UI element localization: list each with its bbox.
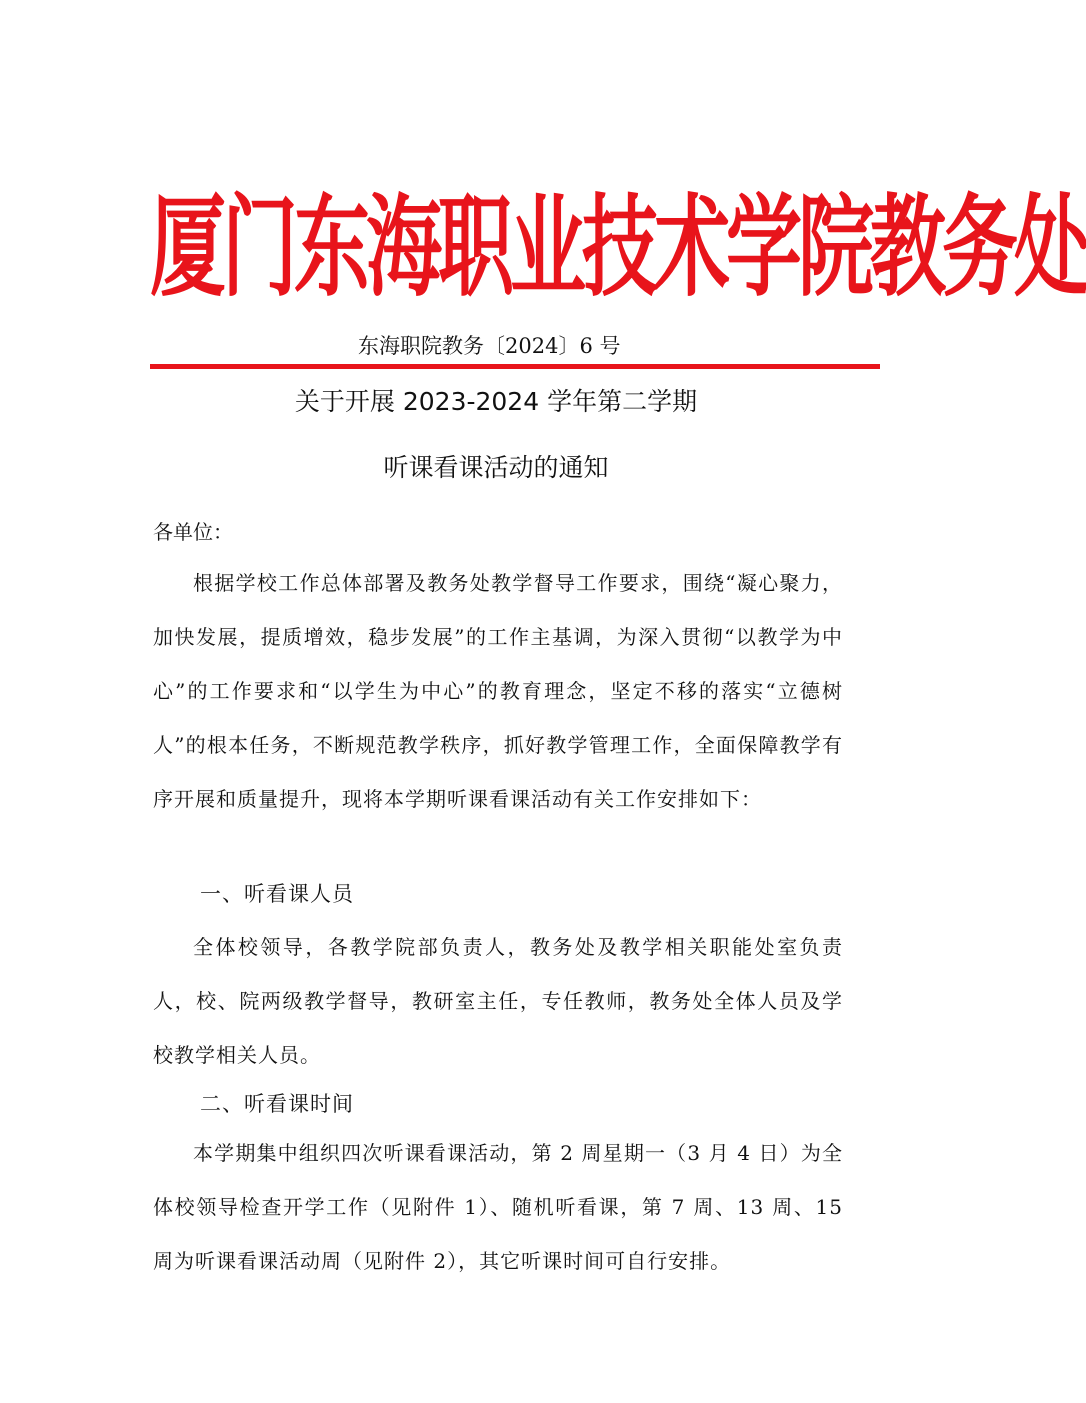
section-1-heading: 一、听看课人员 bbox=[200, 882, 354, 906]
document-title-line-2: 听课看课活动的通知 bbox=[383, 453, 609, 482]
section-2-paragraph: 本学期集中组织四次听课看课活动，第 2 周星期一（3 月 4 日）为全体校领导检查开学工作（见附件 1）、随机听看课，第 7 周、13 周、15 周为听课看课活动周（见附件 2），其它听课时间可自行安排。 bbox=[153, 1141, 843, 1273]
red-divider-line bbox=[150, 364, 880, 369]
masthead-org-name: 厦门东海职业技术学院教务处 bbox=[150, 182, 1086, 312]
addressee: 各单位： bbox=[153, 520, 233, 544]
document-title-line-1: 关于开展 2023-2024 学年第二学期 bbox=[294, 387, 698, 416]
intro-paragraph: 根据学校工作总体部署及教务处教学督导工作要求，围绕“凝心聚力，加快发展，提质增效，稳步发展”的工作主基调，为深入贯彻“以教学为中心”的工作要求和“以学生为中心”的教育理念，坚定不移的落实“立德树人”的根本任务，不断规范教学秩序，抓好教学管理工作，全面保障教学有序开展和质量提升，现将本学期听课看课活动有关工作安排如下： bbox=[153, 571, 843, 811]
document-number: 东海职院教务〔2024〕6 号 bbox=[358, 334, 621, 358]
section-2-heading: 二、听看课时间 bbox=[200, 1092, 354, 1116]
section-1-paragraph: 全体校领导，各教学院部负责人，教务处及教学相关职能处室负责人，校、院两级教学督导，教研室主任，专任教师，教务处全体人员及学校教学相关人员。 bbox=[153, 935, 843, 1067]
